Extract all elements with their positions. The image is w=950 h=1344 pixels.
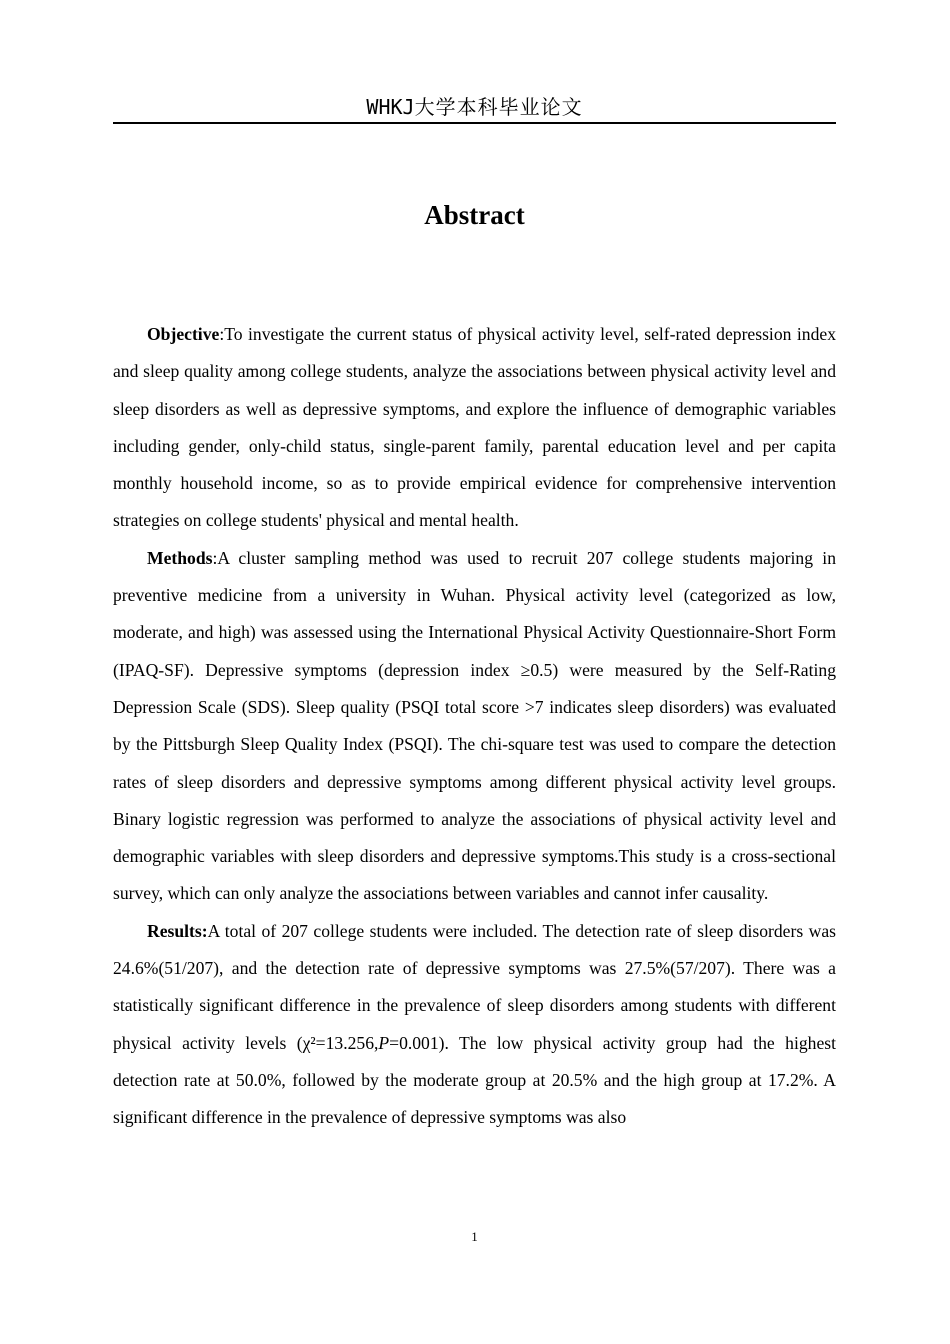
page-header	[113, 92, 836, 124]
header-latin: WHKJ	[366, 95, 415, 119]
objective-label: Objective	[147, 324, 220, 344]
results-paragraph	[113, 913, 836, 1137]
methods-text: :A cluster sampling method was used to recruit 207 college students majoring in preventive medicine from a university in Wuhan. Physical activity level (categorized as low, moderate, and high) was assessed using the International Physical Activity Questionnaire-Short Form (IPAQ-SF). Depressive symptoms (depression index ≥0.5) were measured by the Self-Rating Depression Scale (SDS). Sleep quality (PSQI total score >7 indicates sleep disorders) was evaluated by the Pittsburgh Sleep Quality Index (PSQI). The chi-square test was used to compare the detection rates of sleep disorders and depressive symptoms among different physical activity level groups. Binary logistic regression was performed to analyze the associations of physical activity level and demographic variables with sleep disorders and depressive symptoms.This study is a cross-sectional survey, which can only analyze the associations between variables and cannot infer causality.	[113, 547, 836, 904]
methods-paragraph	[113, 540, 836, 913]
objective-paragraph	[113, 316, 836, 540]
objective-text: :To investigate the current status of physical activity level, self-rated depression index and sleep quality among college students, analyze the associations between physical activity level and sleep disorders as well as depressive symptoms, and explore the influence of demographic variables including gender, only-child status, single-parent family, parental education level and per capita monthly household income, so as to provide empirical evidence for comprehensive intervention strategies on college students' physical and mental health.	[113, 324, 836, 531]
results-text-after: =0.001). The low physical activity group had the highest detection rate at 50.0%, followed by the moderate group at 20.5% and the high group at 17.2%. A significant difference in the prevalence of depressive symptoms was also	[113, 1032, 836, 1128]
abstract-title: Abstract	[424, 200, 525, 230]
header-chinese: 大学本科毕业论文	[414, 95, 583, 119]
methods-label: Methods	[147, 547, 213, 568]
page-number: 1	[471, 1229, 478, 1244]
results-text-before: A total of 207 college students were included. The detection rate of sleep disorders was 24.6%(51/207), and the detection rate of depressive symptoms was 27.5%(57/207). There was a statistically significant difference in the prevalence of sleep disorders among students with different physical activity levels (χ²=13.256,	[113, 920, 836, 1053]
results-label: Results:	[147, 920, 208, 941]
abstract-body	[113, 316, 836, 1137]
results-p-symbol: P	[378, 1032, 390, 1053]
